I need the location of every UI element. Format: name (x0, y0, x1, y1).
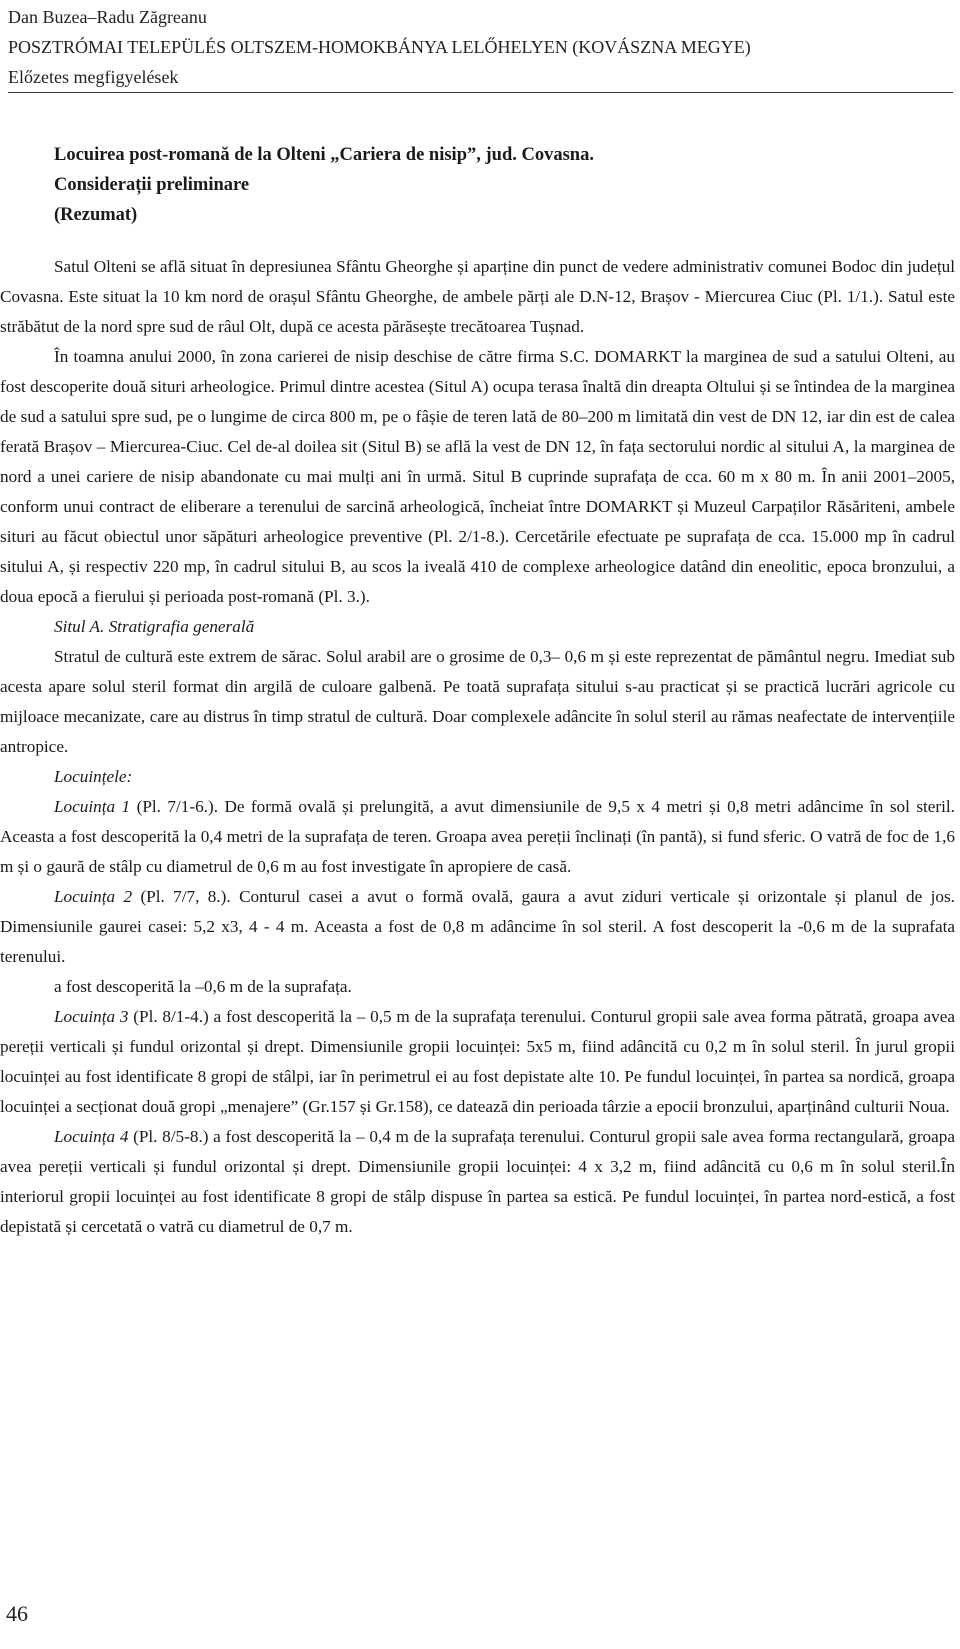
paragraph-text: (Pl. 8/5-8.) a fost descoperită la – 0,4 m de la suprafața terenului. Conturul gropii sale avea forma rectangulară, groapa avea pereții verticali și fundul orizontal și drept. Dimensiunile gropii locuinței: 4 x 3,2 m, fiind adâncită cu 0,6 m în solul steril.În interiorul gropii locuinței au fost identificate 8 gropi de stâlp dispuse în partea sa estică. Pe fundul locuinței, în partea nord-estică, a fost depistată și cercetată o vatră cu diametrul de 0,7 m. (0, 1127, 955, 1236)
paragraph-text: (Pl. 7/7, 8.). Conturul casei a avut o formă ovală, gaura a avut ziduri verticale și orizontale și planul de jos. Dimensiunile gaurei casei: 5,2 x3, 4 - 4 m. Aceasta a fost de 0,8 m adâncime în sol steril. A fost descoperit la -0,6 m de la suprafata terenului. (0, 887, 955, 966)
paragraph: În toamna anului 2000, în zona carierei de nisip deschise de către firma S.C. DOMARKT la marginea de sud a satului Olteni, au fost descoperite două situri arheologice. Primul dintre acestea (Situl A) ocupa terasa înaltă din dreapta Oltului și se întindea de la marginea de sud a satului spre sud, pe o lungime de circa 800 m, pe o fâșie de teren lată de 80–200 m limitată din vest de DN 12, iar din est de calea ferată Brașov – Miercurea-Ciuc. Cel de-al doilea sit (Situl B) se află la vest de DN 12, în fața sectorului nordic al sitului A, la marginea de nord a unei cariere de nisip abandonate cu mai mulți ani în urmă. Situl B cuprinde suprafața de cca. 60 m x 80 m. În anii 2001–2005, conform unui contract de eliberare a terenului de sarcină arheologică, încheiat între DOMARKT și Muzeul Carpaților Răsăriteni, ambele situri au făcut obiectul unor săpături arheologice preventive (Pl. 2/1-8.). Cercetările efectuate pe suprafața de cca. 15.000 mp în cadrul sitului A, și respectiv 220 mp, în cadrul sitului B, au scos la iveală 410 de complexe arheologice datând din eneolitic, epoca bronzului, a doua epocă a fierului și perioada post-romană (Pl. 3.). (0, 347, 955, 606)
paragraph: Satul Olteni se află situat în depresiunea Sfântu Gheorghe și aparține din punct de vedere administrativ comunei Bodoc din județul Covasna. Este situat la 10 km nord de orașul Sfântu Gheorghe, de ambele părți ale D.N-12, Brașov - Miercurea Ciuc (Pl. 1/1.). Satul este străbătut de la nord spre sud de râul Olt, după ce acesta părăsește trecătoarea Tușnad. (0, 257, 955, 336)
dwelling-label: Locuința 3 (54, 1007, 129, 1026)
paragraph-text: (Pl. 7/1-6.). De formă ovală și prelungită, a avut dimensiunile de 9,5 x 4 metri și 0,8 metri adâncime în sol steril. Aceasta a fost descoperită la 0,4 metri de la suprafața de teren. Groapa avea pereții înclinați (în pantă), si fund sferic. O vatră de foc de 1,6 m și o gaură de stâlp cu diametrul de 0,6 m au fost investigate în apropiere de casă. (0, 797, 955, 876)
paragraph (0, 1122, 955, 1242)
paragraph (0, 1002, 955, 1122)
summary-subtitle: Considerații preliminare (54, 175, 250, 195)
running-header (8, 2, 953, 93)
header-subtitle: Előzetes megfigyelések (8, 62, 953, 93)
summary-label: (Rezumat) (54, 205, 138, 225)
summary-title-block (54, 140, 594, 230)
dwelling-label: Locuința 4 (54, 1127, 129, 1146)
section-heading: Situl A. Stratigrafia generală (54, 617, 255, 636)
dwelling-label: Locuința 1 (54, 797, 131, 816)
summary-title: Locuirea post-romană de la Olteni „Cariera de nisip”, jud. Covasna. (54, 145, 594, 165)
dwelling-label: Locuința 2 (54, 887, 133, 906)
paragraph: Stratul de cultură este extrem de sărac. Solul arabil are o grosime de 0,3– 0,6 m și este reprezentat de pământul negru. Imediat sub acesta apare solul steril format din argilă de culoare galbenă. Pe toată suprafața sitului s-au practicat și se practică lucrări agricole cu mijloace mecanizate, care au distrus în timp stratul de cultură. Doar complexele adâncite în solul steril au rămas neafectate de intervențiile antropice. (0, 647, 955, 756)
page-number: 46 (6, 1601, 28, 1626)
paragraph: a fost descoperită la –0,6 m de la suprafața. (54, 977, 352, 996)
paragraph-text: (Pl. 8/1-4.) a fost descoperită la – 0,5 m de la suprafața terenului. Conturul gropii sale avea forma pătrată, groapa avea pereții verticali și fundul orizontal și drept. Dimensiunile gropii locuinței: 5x5 m, fiind adâncită cu 0,2 m în solul steril. În jurul gropii locuinței au fost identificate 8 gropi de stâlpi, iar în perimetrul ei au fost depistate alte 10. Pe fundul locuinței, în partea sa nordică, groapa locuinței a secționat două gropi „menajere” (Gr.157 și Gr.158), ce datează din perioada târzie a epocii bronzului, aparținând culturii Noua. (0, 1007, 955, 1116)
header-title: POSZTRÓMAI TELEPÜLÉS OLTSZEM-HOMOKBÁNYA LELŐHELYEN (KOVÁSZNA MEGYE) (8, 37, 751, 57)
article-body (0, 252, 955, 1242)
paragraph (0, 792, 955, 882)
section-heading: Locuințele: (54, 767, 133, 786)
header-authors: Dan Buzea–Radu Zăgreanu (8, 7, 207, 27)
paragraph (0, 882, 955, 972)
